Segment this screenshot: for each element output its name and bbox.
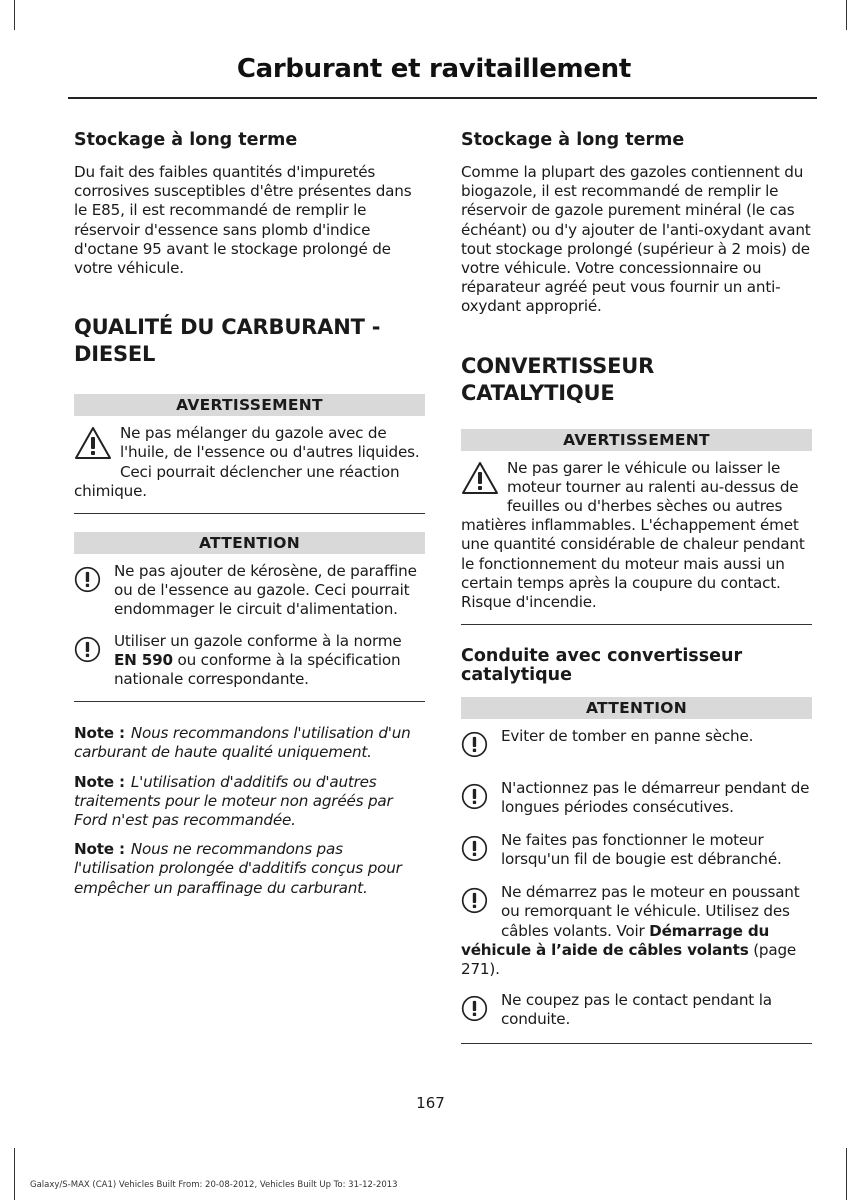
- divider: [461, 1043, 812, 1044]
- attention-text: Ne démarrez pas le moteur en poussant ou remorquant le véhicule. Utilisez des câbles volants. Voir: [501, 883, 800, 940]
- header-divider: [68, 97, 817, 99]
- standard-reference: EN 590: [114, 650, 173, 669]
- attention-notice: [461, 779, 812, 819]
- attention-circle-icon: [461, 991, 493, 1031]
- note-label: Note :: [74, 724, 125, 743]
- warning-banner: AVERTISSEMENT: [461, 429, 812, 451]
- warning-triangle-icon: [461, 459, 499, 499]
- paragraph: Comme la plupart des gazoles contiennent du biogazole, il est recommandé de remplir le réservoir de gazole purement minéral (le cas échéant) ou d'y ajouter de l'anti-oxydant avant tout stockage prolongé (supérieur à 2 mois) de votre véhicule. Votre concessionnaire ou réparateur agréé peut vous fournir un anti-oxydant approprié.: [461, 163, 811, 316]
- warning-notice: [461, 459, 812, 613]
- left-column: [74, 130, 425, 908]
- attention-text: Utiliser un gazole conforme à la norme: [114, 631, 402, 650]
- chapter-heading: QUALITÉ DU CARBURANT - DIESEL: [74, 315, 381, 367]
- page-number: 167: [416, 1094, 445, 1112]
- warning-notice: [74, 424, 425, 501]
- attention-text: (page 271).: [461, 940, 797, 979]
- warning-triangle-icon: [74, 424, 112, 464]
- footer-text: Galaxy/S-MAX (CA1) Vehicles Built From: 20-08-2012, Vehicles Built Up To: 31-12-2013: [30, 1180, 398, 1190]
- note-text: L'utilisation d'additifs ou d'autres traitements pour le moteur non agréés par Ford n'est pas recommandée.: [74, 772, 393, 830]
- attention-notice: [74, 562, 425, 620]
- attention-circle-icon: [461, 779, 493, 819]
- attention-banner: ATTENTION: [74, 532, 425, 554]
- section-heading: Stockage à long terme: [74, 130, 298, 150]
- crop-mark: [0, 1148, 15, 1200]
- warning-banner: AVERTISSEMENT: [74, 394, 425, 416]
- attention-notice: [461, 831, 812, 871]
- attention-circle-icon: [461, 727, 493, 767]
- page-title: Carburant et ravitaillement: [236, 54, 631, 84]
- divider: [461, 624, 812, 625]
- cross-reference-link[interactable]: Démarrage du véhicule à l’aide de câbles volants: [461, 921, 770, 959]
- paragraph: Du fait des faibles quantités d'impuretés corrosives susceptibles d'être présentes dans le E85, il est recommandé de remplir le réservoir d'essence sans plomb d'indice d'octane 95 avant le stockage prolongé de votre véhicule.: [74, 163, 412, 278]
- attention-notice: [74, 632, 425, 690]
- attention-circle-icon: [461, 883, 493, 923]
- attention-notice: [461, 883, 812, 979]
- note-label: Note :: [74, 772, 125, 791]
- attention-text: Ne faites pas fonctionner le moteur lorsqu'un fil de bougie est débranché.: [501, 831, 782, 869]
- warning-text: Ne pas mélanger du gazole avec de l'huile, de l'essence ou d'autres liquides. Ceci pourrait déclencher une réaction chimique.: [74, 424, 420, 500]
- chapter-heading: CONVERTISSEUR CATALYTIQUE: [461, 353, 655, 405]
- crop-mark: [846, 1148, 861, 1200]
- attention-notice: [461, 991, 812, 1031]
- divider: [74, 513, 425, 514]
- attention-text: Ne coupez pas le contact pendant la conduite.: [501, 991, 772, 1029]
- note: [74, 724, 425, 762]
- section-heading: Stockage à long terme: [461, 130, 685, 150]
- attention-circle-icon: [461, 831, 493, 871]
- right-column: [461, 130, 812, 1062]
- attention-circle-icon: [74, 632, 106, 672]
- crop-mark: [846, 0, 861, 30]
- attention-text: N'actionnez pas le démarreur pendant de longues périodes consécutives.: [501, 779, 810, 817]
- divider: [74, 701, 425, 702]
- section-heading: Conduite avec convertisseur catalytique: [461, 646, 743, 686]
- attention-banner: ATTENTION: [461, 697, 812, 719]
- note: [74, 773, 425, 831]
- crop-mark: [0, 0, 15, 30]
- attention-circle-icon: [74, 562, 106, 602]
- note-label: Note :: [74, 840, 125, 859]
- attention-notice: [461, 727, 812, 767]
- note-text: Nous ne recommandons pas l'utilisation prolongée d'additifs conçus pour empêcher un paraffinage du carburant.: [74, 840, 402, 897]
- attention-text: Ne pas ajouter de kérosène, de paraffine ou de l'essence au gazole. Ceci pourrait endommager le circuit d'alimentation.: [114, 562, 417, 619]
- attention-text: ou conforme à la spécification nationale correspondante.: [114, 650, 401, 689]
- warning-text: Ne pas garer le véhicule ou laisser le moteur tourner au ralenti au-dessus de feuilles ou d'herbes sèches ou autres matières inflammables. L'échappement émet une quantité considérable de chaleur pendant le fonctionnement du moteur mais aussi un certain temps après la coupure du contact. Risque d'incendie.: [461, 458, 805, 612]
- note-text: Nous recommandons l'utilisation d'un carburant de haute qualité uniquement.: [74, 724, 411, 762]
- note: [74, 840, 425, 898]
- attention-text: Eviter de tomber en panne sèche.: [501, 727, 754, 746]
